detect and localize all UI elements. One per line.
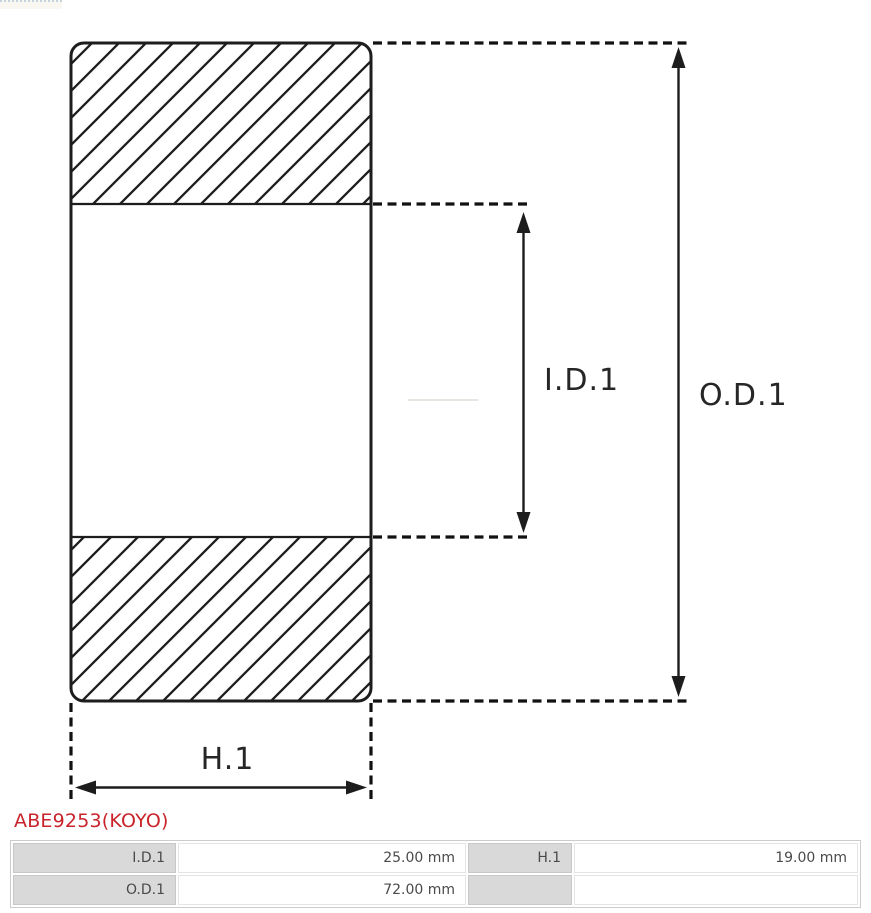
spec-value-empty (574, 875, 858, 905)
spec-value-od1: 72.00 mm (178, 875, 466, 905)
spec-value-id1: 25.00 mm (178, 843, 466, 873)
spec-label-id1: I.D.1 (13, 843, 176, 873)
part-number-title: ABE9253(KOYO) (14, 810, 169, 832)
spec-value-h1: 19.00 mm (574, 843, 858, 873)
spec-label-h1: H.1 (468, 843, 572, 873)
height-label: H.1 (200, 742, 255, 777)
inner-diameter-label: I.D.1 (544, 363, 620, 398)
watermark-artifact (408, 399, 478, 401)
od1-dimension-arrow (672, 47, 686, 697)
outer-diameter-label: O.D.1 (699, 378, 788, 413)
spec-label-od1: O.D.1 (13, 875, 176, 905)
id1-dimension-arrow (517, 212, 531, 533)
h1-dimension-arrow (75, 781, 367, 795)
bearing-hatched-sections (71, 43, 371, 701)
table-row (13, 843, 858, 873)
spec-label-empty (468, 875, 572, 905)
table-row (13, 875, 858, 905)
specs-table (10, 840, 861, 908)
